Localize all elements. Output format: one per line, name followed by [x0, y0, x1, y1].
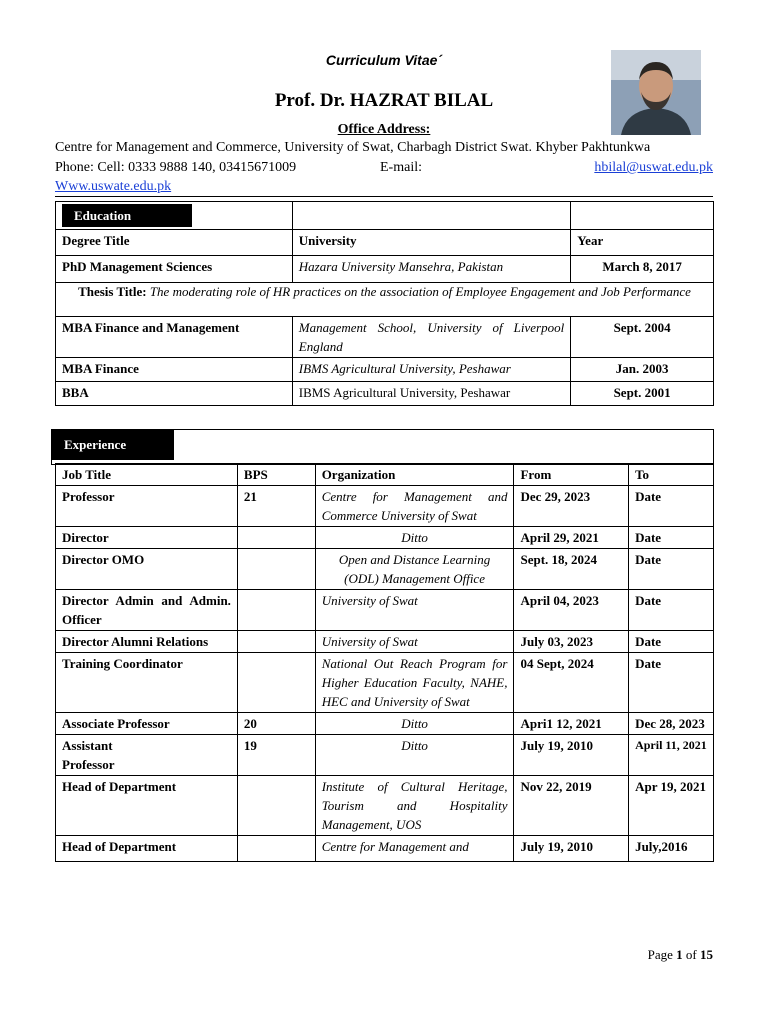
table-row: Training Coordinator	[56, 653, 238, 713]
table-row: Associate Professor	[56, 713, 238, 735]
col-bps: BPS	[237, 464, 315, 486]
table-row: Professor	[56, 486, 238, 527]
table-row: Director Admin and Admin. Officer	[56, 590, 238, 631]
table-row: Head of Department	[56, 776, 238, 836]
thesis-title: The moderating role of HR practices on the association of Employee Engagement and Job Performance	[149, 284, 691, 299]
cv-title: Curriculum Vitae´	[325, 52, 443, 68]
table-row: Director Alumni Relations	[56, 631, 238, 653]
thesis-label: Thesis Title:	[78, 284, 147, 299]
table-row: MBA Finance and Management	[56, 317, 293, 358]
divider	[55, 196, 713, 197]
table-row: Director OMO	[56, 549, 238, 590]
address: Centre for Management and Commerce, University of Swat, Charbagh District Swat. Khyber Pakhtunkwa	[55, 140, 651, 155]
website-link[interactable]: Www.uswate.edu.pk	[55, 179, 172, 194]
experience-header: Experience	[52, 430, 174, 460]
col-from: From	[514, 464, 629, 486]
thesis-row	[56, 283, 714, 317]
col-organization: Organization	[315, 464, 514, 486]
email-label: E-mail:	[380, 160, 422, 175]
email-link[interactable]: hbilal@uswat.edu.pk	[594, 160, 713, 175]
education-table: Education Degree Title University Year PhD Management Sciences Hazara University Mansehra, Pakistan March 8, 2017 Thesis Title: The moderating role of HR practices on the association of Employee Engagement and Job Performance MBA Finance and Management Management School, University of Liverpool England Sept. 2004 MBA Finance IBMS Agricultural University, Peshawar Jan. 2003 BBA IBMS Agricultural University, Peshawar Sept. 2001	[55, 201, 714, 406]
table-row: Head of Department	[56, 836, 238, 862]
education-header: Education	[62, 204, 192, 227]
page-number: Page 1 of 15	[647, 947, 713, 962]
col-degree-title: Degree Title	[56, 230, 293, 256]
col-job-title: Job Title	[56, 464, 238, 486]
person-name: Prof. Dr. HAZRAT BILAL	[274, 90, 494, 111]
table-row: PhD Management Sciences	[56, 256, 293, 283]
table-row: Director	[56, 527, 238, 549]
office-address-label: Office Address:	[337, 122, 431, 137]
table-row: BBA	[56, 382, 293, 406]
col-university: University	[292, 230, 570, 256]
phone: Phone: Cell: 0333 9888 140, 03415671009	[55, 160, 297, 175]
experience-section	[51, 429, 714, 465]
col-to: To	[629, 464, 714, 486]
col-year: Year	[571, 230, 714, 256]
table-row: MBA Finance	[56, 358, 293, 382]
table-row: Assistant Professor	[56, 735, 238, 776]
experience-table: Job Title BPS Organization From To Professor 21 Centre for Management and Commerce University of Swat Dec 29, 2023 Date Director Ditto April 29, 2021 Date Director OMO Open and Distance Learning (ODL) Management Office Sept. 18, 2024 Date Director Admin and Admin. Officer University of Swat April 04, 2023 Date Director Alumni Relations University of Swat July 03, 2023 Date Training Coordinator National Out Reach Program for Higher Education Faculty, NAHE, HEC and University of Swat 04 Sept, 2024 Date Associate Professor 20 Ditto Apri1 12, 2021 Dec 28, 2023 Assistant Professor 19 Ditto July 19, 2010 April 11, 2021 Head of Department Institute of Cultural Heritage, Tourism and Hospitality Management, UOS Nov 22, 2019 Apr 19, 2021 Head of Department Centre for Management and July 19, 2010 July,2016	[55, 463, 714, 862]
